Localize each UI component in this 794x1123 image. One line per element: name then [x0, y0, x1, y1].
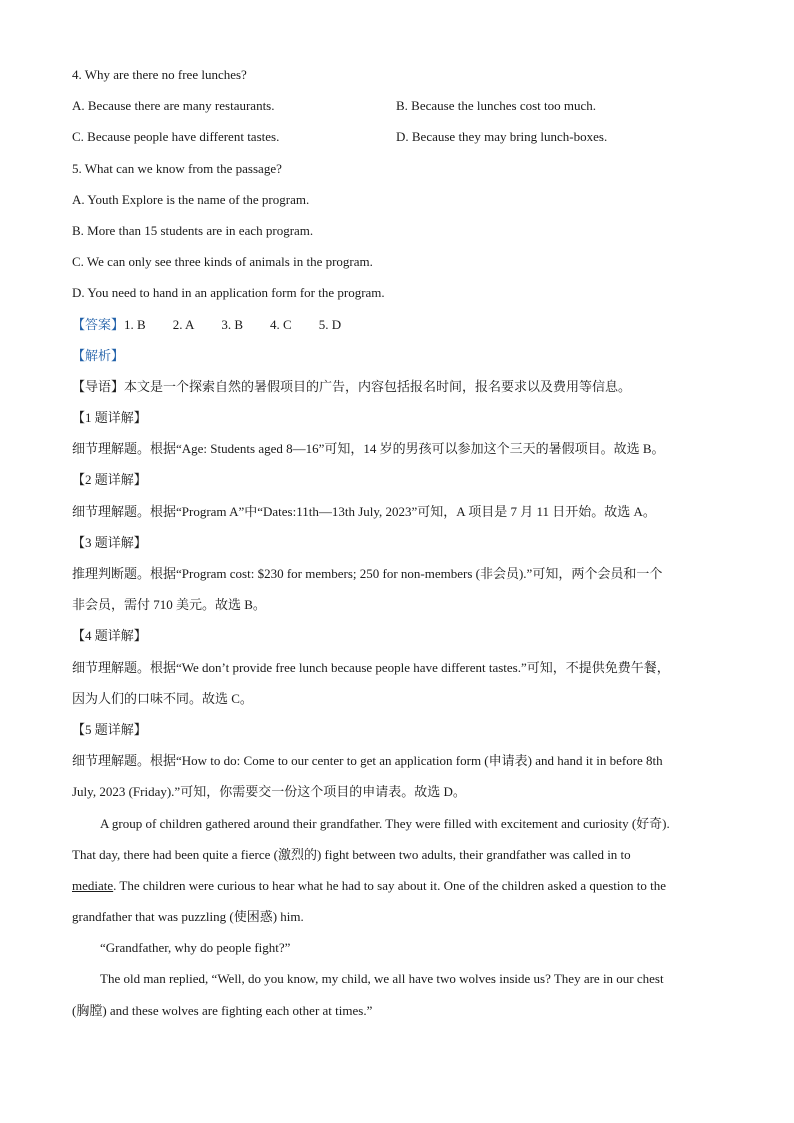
question-5: 5. What can we know from the passage?: [72, 160, 282, 176]
option-c: C. Because people have different tastes.: [72, 129, 280, 145]
detail-text: 细节理解题。根据“Program A”中“Dates:11th—13th July, 2023”可知，A 项目是 7 月 11 日开始。故选 A。: [72, 503, 656, 519]
detail-text: 非会员，需付 710 美元。故选 B。: [72, 597, 266, 613]
detail-text: 细节理解题。根据“How to do: Come to our center to get an application form (申请表) and hand it in before 8th: [72, 753, 663, 769]
detail-heading: 【1 题详解】: [72, 410, 147, 426]
passage-text: (胸膛) and these wolves are fighting each other at times.”: [72, 1002, 373, 1018]
question-4-options-cd: [72, 126, 722, 157]
passage-dialogue: “Grandfather, why do people fight?”: [100, 940, 291, 956]
detail-heading: 【2 题详解】: [72, 472, 147, 488]
passage-text: A group of children gathered around their grandfather. They were filled with excitement and curiosity (好奇).: [100, 815, 670, 831]
guide-label: 【导语】: [72, 378, 125, 394]
option-a: A. Youth Explore is the name of the program.: [72, 191, 310, 207]
guide-line: [72, 376, 722, 407]
analysis-label: 【解析】: [72, 347, 125, 363]
option-b: B. Because the lunches cost too much.: [396, 98, 597, 114]
detail-text: 细节理解题。根据“Age: Students aged 8—16”可知，14 岁的男孩可以参加这个三天的暑假项目。故选 B。: [72, 441, 665, 457]
detail-text: July, 2023 (Friday).”可知，你需要交一份这个项目的申请表。故选 D。: [72, 784, 466, 800]
option-a: A. Because there are many restaurants.: [72, 98, 275, 114]
detail-heading: 【3 题详解】: [72, 534, 147, 550]
document-page: [72, 64, 722, 1031]
option-d: D. You need to hand in an application form for the program.: [72, 285, 385, 301]
question-4: 4. Why are there no free lunches?: [72, 67, 247, 82]
question-4-options-ab: [72, 95, 722, 126]
answer-line: [72, 314, 722, 345]
detail-text: 推理判断题。根据“Program cost: $230 for members; 250 for non-members (非会员).”可知，两个会员和一个: [72, 566, 663, 581]
answer-label: 【答案】: [72, 316, 125, 332]
detail-heading: 【5 题详解】: [72, 721, 147, 737]
answer-item: 2. A: [172, 316, 195, 332]
passage-text: grandfather that was puzzling (使困惑) him.: [72, 909, 304, 925]
answer-item: 1. B: [124, 316, 146, 332]
underlined-word: mediate: [72, 877, 114, 893]
answer-item: 4. C: [270, 316, 292, 332]
passage-text: That day, there had been quite a fierce (激烈的) fight between two adults, their grandfather was called in to: [72, 846, 631, 862]
passage-line: [72, 875, 722, 906]
option-c: C. We can only see three kinds of animals in the program.: [72, 254, 373, 270]
option-d: D. Because they may bring lunch-boxes.: [396, 129, 608, 145]
detail-text: 因为人们的口味不同。故选 C。: [72, 690, 253, 706]
detail-heading: 【4 题详解】: [72, 628, 147, 644]
detail-text: 细节理解题。根据“We don’t provide free lunch because people have different tastes.”可知，不提供免费午餐，: [72, 659, 670, 675]
answer-item: 3. B: [221, 316, 244, 332]
passage-text: . The children were curious to hear what he had to say about it. One of the children asked a question to the: [113, 877, 666, 893]
answer-item: 5. D: [318, 316, 342, 332]
guide-text: 本文是一个探索自然的暑假项目的广告，内容包括报名时间，报名要求以及费用等信息。: [124, 378, 632, 394]
option-b: B. More than 15 students are in each program.: [72, 222, 314, 238]
passage-text: The old man replied, “Well, do you know, my child, we all have two wolves inside us? They are in our chest: [100, 971, 664, 987]
